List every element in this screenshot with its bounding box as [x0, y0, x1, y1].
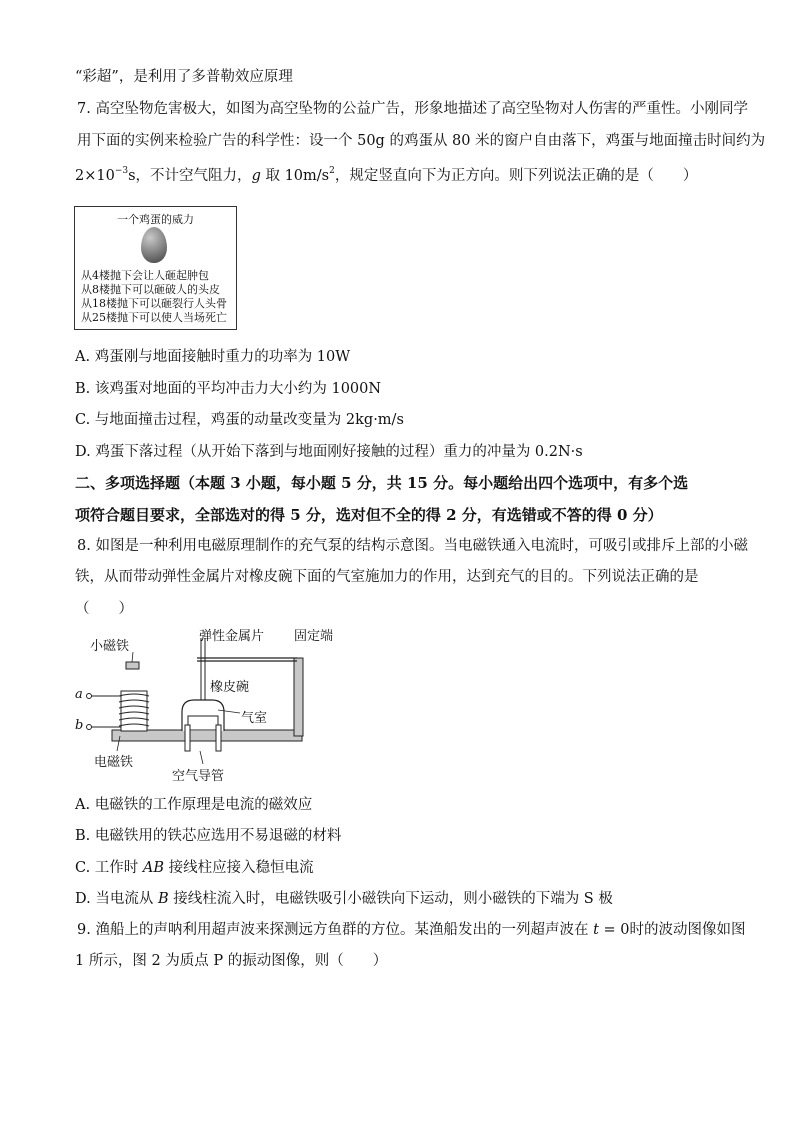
q8-option-a: A. 电磁铁的工作原理是电流的磁效应 [75, 797, 313, 813]
q7-stem: 7. 高空坠物危害极大，如图为高空坠物的公益广告，形象地描述了高空坠物对人伤害的严重性。小刚同学 [77, 101, 748, 117]
label-air-chamber: 气室 [241, 711, 268, 726]
section-heading: 项符合题目要求，全部选对的得 5 分，选对但不全的得 2 分，有选错或不答的得 0 分） [75, 506, 663, 524]
label-electromagnet: 电磁铁 [94, 755, 134, 770]
poster-title: 一个鸡蛋的威力 [117, 213, 194, 226]
q8-option-c: C. 工作时 AB 接线柱应接入稳恒电流 [75, 860, 314, 876]
q9-stem: 9. 渔船上的声呐利用超声波来探测远方鱼群的方位。某渔船发出的一列超声波在 t = 0时的波动图像如图 [77, 922, 746, 938]
q7-stem: $2\times 10^{-3}s$，不计空气阻力，g 取 $10m/s^2$，规定竖直向下为正方向。则下列说法正确的是（ ） [75, 166, 698, 184]
q8-stem: （ ） [75, 601, 133, 617]
label-terminal-b: b [75, 718, 84, 733]
poster-line: 从8楼抛下可以砸破人的头皮 [81, 283, 220, 296]
q7-option-c: C. 与地面撞击过程，鸡蛋的动量改变量为 2kg·m/s [75, 412, 404, 428]
q9-stem: 1 所示，图 2 为质点 P 的振动图像，则（ ） [75, 953, 388, 969]
poster-line: 从4楼抛下会让人砸起肿包 [81, 269, 209, 282]
label-spring-sheet: 弹性金属片 [199, 629, 265, 644]
q8-stem: 8. 如图是一种利用电磁原理制作的充气泵的结构示意图。当电磁铁通入电流时，可吸引或排斥上部的小磁 [77, 538, 748, 554]
label-air-pipe: 空气导管 [172, 769, 225, 784]
egg-poster-figure [74, 206, 237, 330]
text-line: “彩超”，是利用了多普勒效应原理 [75, 69, 293, 85]
section-heading: 二、多项选择题（本题 3 小题，每小题 5 分，共 15 分。每小题给出四个选项中，有多个选 [75, 474, 689, 492]
q8-stem: 铁，从而带动弹性金属片对橡皮碗下面的气室施加力的作用，达到充气的目的。下列说法正确的是 [75, 569, 699, 585]
label-terminal-a: a [75, 687, 83, 702]
q8-option-b: B. 电磁铁用的铁芯应选用不易退磁的材料 [75, 828, 342, 844]
q7-option-a: A. 鸡蛋刚与地面接触时重力的功率为 10W [75, 349, 351, 365]
poster-line: 从25楼抛下可以使人当场死亡 [81, 311, 227, 324]
poster-line: 从18楼抛下可以砸裂行人头骨 [81, 297, 227, 310]
label-fixed-end: 固定端 [294, 629, 334, 644]
label-small-magnet: 小磁铁 [90, 639, 130, 654]
q7-stem: 用下面的实例来检验广告的科学性：设一个 50g 的鸡蛋从 80 米的窗户自由落下，鸡蛋与地面撞击时间约为 [77, 133, 766, 149]
q7-option-b: B. 该鸡蛋对地面的平均冲击力大小约为 1000N [75, 381, 382, 397]
q8-option-d: D. 当电流从 B 接线柱流入时，电磁铁吸引小磁铁向下运动，则小磁铁的下端为 S 极 [75, 891, 613, 907]
q7-option-d: D. 鸡蛋下落过程（从开始下落到与地面刚好接触的过程）重力的冲量为 0.2N·s [75, 444, 583, 460]
label-rubber-bowl: 橡皮碗 [210, 680, 250, 695]
egg-icon [141, 227, 167, 263]
